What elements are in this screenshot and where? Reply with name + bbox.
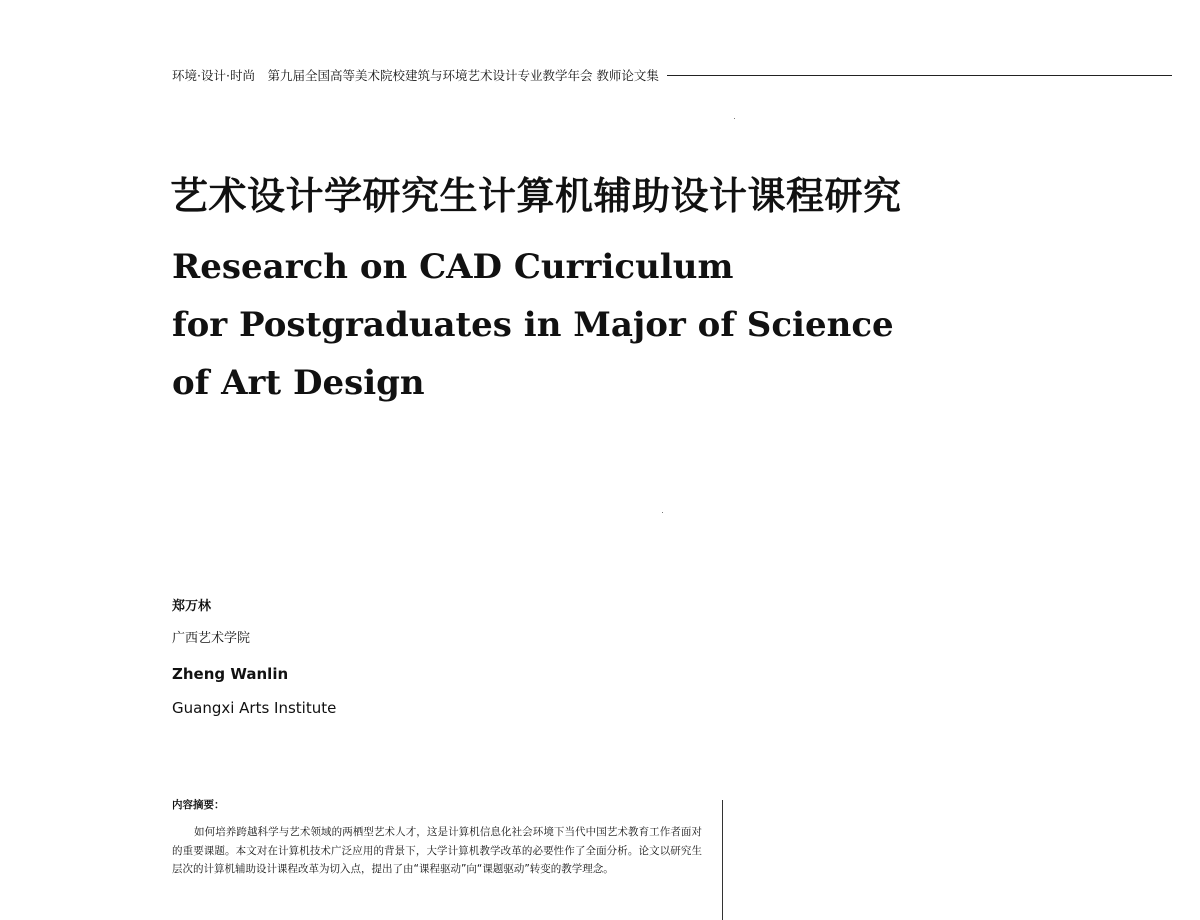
author-name-chinese: 郑万林	[172, 599, 212, 614]
scan-speck	[662, 512, 663, 513]
abstract-block	[172, 797, 702, 879]
running-header	[172, 66, 1172, 84]
author-name-english: Zheng Wanlin	[172, 665, 289, 683]
abstract-heading: 内容摘要：	[172, 799, 225, 811]
scan-speck	[734, 118, 735, 119]
title-english-line-2: for Postgraduates in Major of Science	[172, 305, 894, 345]
title-english-line-3: of Art Design	[172, 363, 425, 403]
title-english-line-1: Research on CAD Curriculum	[172, 247, 734, 287]
header-rule	[667, 75, 1172, 76]
abstract-body: 如何培养跨越科学与艺术领域的两栖型艺术人才，这是计算机信息化社会环境下当代中国艺术教育工作者面对的重要课题。本文对在计算机技术广泛应用的背景下，大学计算机教学改革的必要性作了全面分析。论文以研究生层次的计算机辅助设计课程改革为切入点，提出了由“课程驱动”向“课题驱动”转变的教学理念。	[172, 826, 702, 875]
author-affiliation-english: Guangxi Arts Institute	[172, 699, 337, 717]
abstract-divider	[722, 800, 723, 920]
running-header-text: 环境·设计·时尚 第九届全国高等美术院校建筑与环境艺术设计专业教学年会 教师论文集	[172, 68, 659, 83]
author-affiliation-chinese: 广西艺术学院	[172, 631, 251, 646]
author-block	[172, 598, 336, 718]
title-chinese: 艺术设计学研究生计算机辅助设计课程研究	[170, 173, 902, 218]
title-english	[172, 238, 894, 412]
